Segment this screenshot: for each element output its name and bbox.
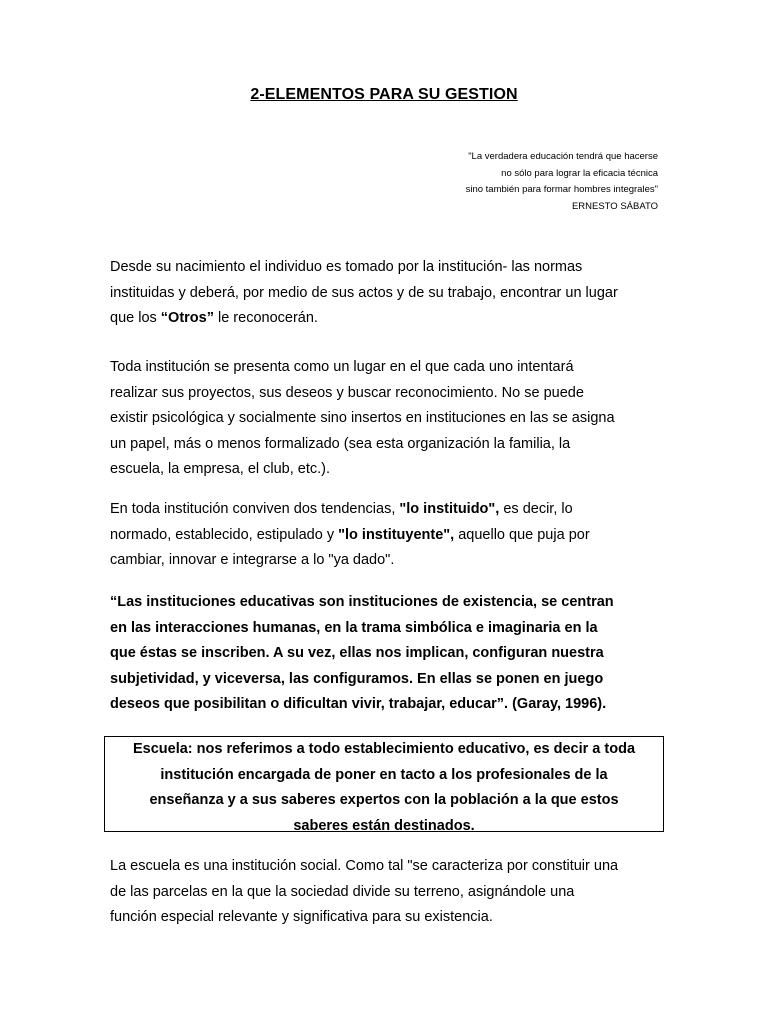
paragraph-birth-institution	[110, 255, 670, 332]
epigraph-author: ERNESTO SÁBATO	[571, 200, 658, 212]
epigraph-line: no sólo para lograr la eficacia técnica	[501, 167, 658, 179]
paragraph-line: que éstas se inscriben. A su vez, ellas nos implican, configuran nuestra	[110, 645, 604, 661]
paragraph-line	[110, 306, 670, 332]
text-run: le reconocerán.	[213, 310, 318, 326]
bold-term-instituido: "lo instituido",	[399, 501, 500, 517]
paragraph-line	[110, 497, 670, 523]
definition-box-escuela	[104, 736, 664, 832]
paragraph-line: La escuela es una institución social. Como tal "se caracteriza por constituir una	[110, 858, 619, 874]
epigraph-line: sino también para formar hombres integrales"	[465, 184, 658, 195]
paragraph-garay-quote	[110, 590, 670, 718]
text-run: normado, establecido, estipulado y	[110, 526, 339, 543]
paragraph-line: Desde su nacimiento el individuo es tomado por la institución- las normas	[110, 259, 583, 275]
paragraph-line: deseos que posibilitan o dificultan vivir, trabajar, educar”. (Garay, 1996).	[110, 696, 607, 712]
text-run: es decir, lo	[499, 501, 573, 517]
paragraph-line: realizar sus proyectos, sus deseos y buscar reconocimiento. No se puede	[110, 384, 584, 401]
paragraph-line: subjetividad, y viceversa, las configuramos. En ellas se ponen en juego	[110, 670, 604, 687]
paragraph-line: en las interacciones humanas, en la trama simbólica e imaginaria en la	[110, 619, 598, 636]
paragraph-line: de las parcelas en la que la sociedad divide su terreno, asignándole una	[110, 883, 575, 900]
bold-term-instituyente: "lo instituyente",	[338, 526, 455, 543]
paragraph-line: existir psicológica y socialmente sino insertos en instituciones en las se asigna	[110, 410, 615, 426]
epigraph-quote	[328, 149, 658, 215]
paragraph-school-social-institution	[110, 854, 670, 931]
paragraph-two-tendencies	[110, 497, 670, 574]
paragraph-line: un papel, más o menos formalizado (sea esta organización la familia, la	[110, 435, 571, 452]
text-run: En toda institución conviven dos tendencias,	[110, 501, 400, 517]
paragraph-line: “Las instituciones educativas son instituciones de existencia, se centran	[110, 594, 614, 610]
paragraph-line	[110, 523, 670, 549]
paragraph-line: cambiar, innovar e integrarse a lo "ya dado".	[110, 552, 395, 568]
definition-line: Escuela: nos referimos a todo establecimiento educativo, es decir a toda	[132, 741, 636, 757]
text-run: aquello que puja por	[454, 526, 590, 543]
paragraph-line: instituidas y deberá, por medio de sus actos y de su trabajo, encontrar un lugar	[110, 284, 618, 301]
text-run: que los	[110, 310, 161, 326]
paragraph-line: escuela, la empresa, el club, etc.).	[110, 461, 331, 477]
bold-term-otros: “Otros”	[160, 310, 214, 326]
definition-line: institución encargada de poner en tacto a los profesionales de la	[160, 766, 608, 783]
epigraph-line: "La verdadera educación tendrá que hacerse	[468, 151, 658, 162]
paragraph-line: función especial relevante y significativa para su existencia.	[110, 909, 493, 925]
paragraph-institution-place	[110, 355, 670, 483]
definition-line: enseñanza y a sus saberes expertos con la población a la que estos	[149, 792, 619, 808]
page-title: 2-ELEMENTOS PARA SU GESTION	[250, 86, 518, 103]
paragraph-line: Toda institución se presenta como un lugar en el que cada uno intentará	[110, 359, 574, 375]
definition-line: saberes están destinados.	[293, 817, 475, 834]
